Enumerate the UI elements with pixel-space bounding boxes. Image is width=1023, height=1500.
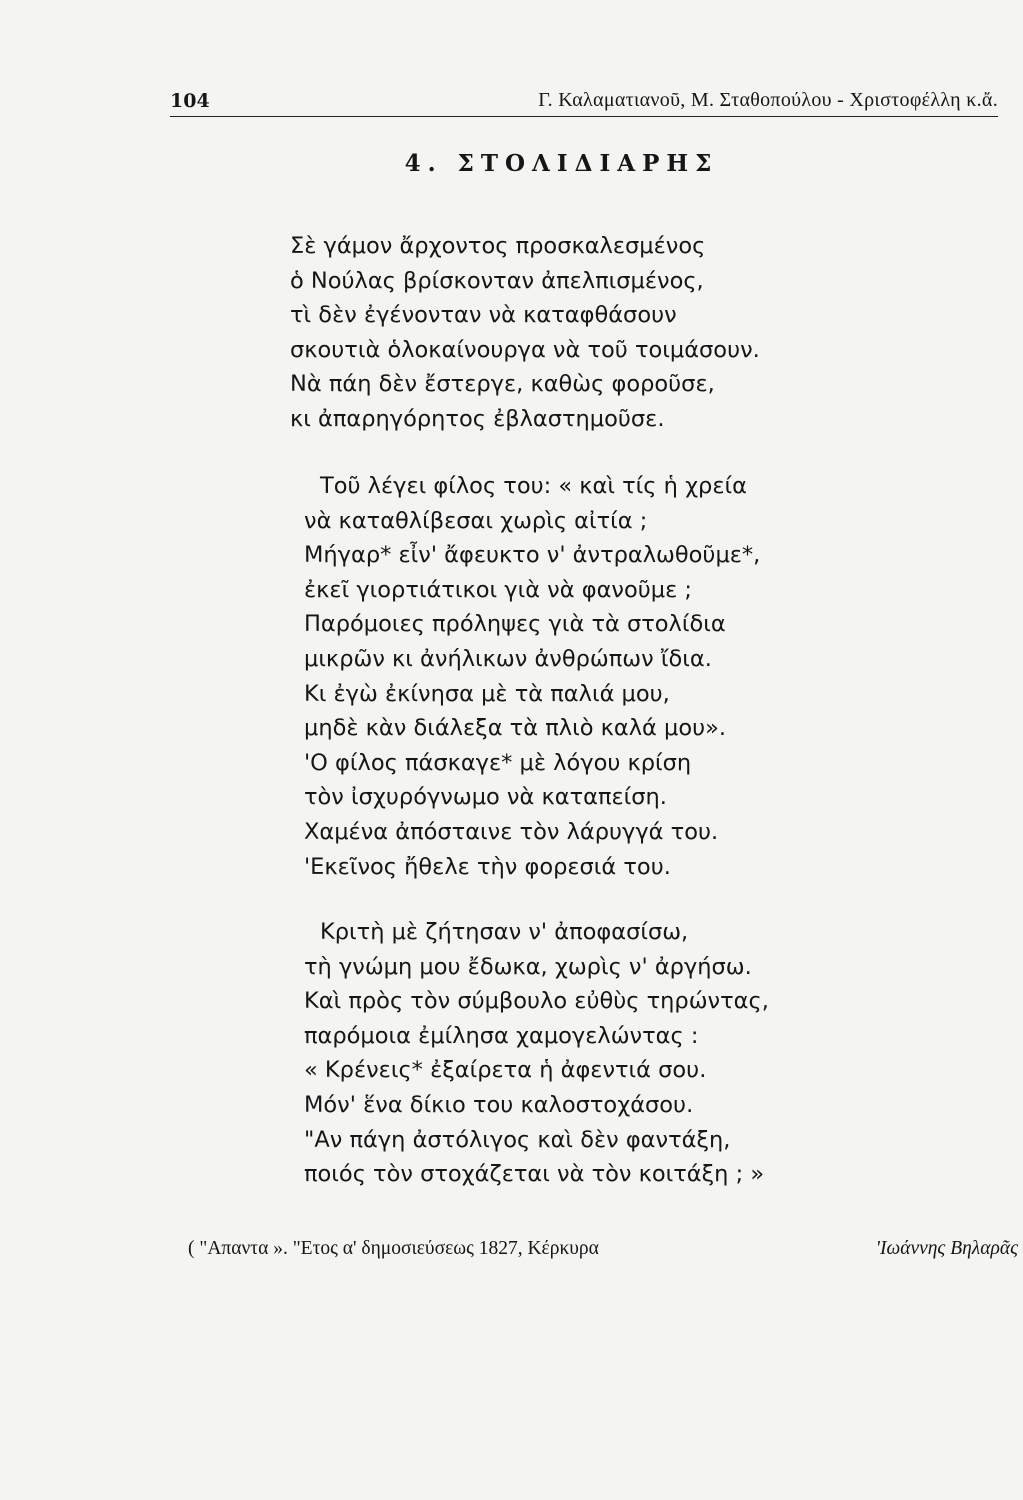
stanza-1 — [290, 229, 760, 437]
poem-line: κι ἀπαρηγόρητος ἐβλαστημοῦσε. — [290, 405, 665, 432]
poem-line: "Αν πάγη ἀστόλιγος καὶ δὲν φαντάξη, — [304, 1126, 731, 1153]
poem-line: τὸν ἰσχυρόγνωμο νὰ καταπείση. — [304, 784, 667, 811]
poem-line: Παρόμοιες πρόληψες γιὰ τὰ στολίδια — [304, 611, 726, 638]
poem-line: Χαμένα ἀπόσταινε τὸν λάρυγγά του. — [304, 818, 719, 845]
poem-line: τὶ δὲν ἐγένονταν νὰ καταφθάσουν — [290, 302, 677, 329]
poem-line: Κριτὴ μὲ ζήτησαν ν' ἀποφασίσω, — [320, 919, 689, 945]
poem-line: ποιός τὸν στοχάζεται νὰ τὸν κοιτάξη ; » — [304, 1161, 765, 1188]
poem-line: Νὰ πάη δὲν ἔστεργε, καθὼς φοροῦσε, — [290, 371, 715, 398]
poem-line: παρόμοια ἐμίλησα χαμογελώντας : — [304, 1022, 699, 1049]
poem-line: Τοῦ λέγει φίλος του: « καὶ τίς ἡ χρεία — [320, 473, 747, 499]
author-name: 'Ιωάννης Βηλαρᾶς — [875, 1238, 1018, 1259]
poem-line: 'Ο φίλος πάσκαγε* μὲ λόγου κρίση — [304, 749, 692, 776]
poem-line: ὁ Νούλας βρίσκονταν ἀπελπισμένος, — [290, 267, 704, 294]
page-number: 104 — [170, 90, 210, 112]
poem-line: Μήγαρ* εἶν' ἄφευκτο ν' ἀντραλωθοῦμε*, — [304, 542, 761, 569]
poem-line: μηδὲ κὰν διάλεξα τὰ πλιὸ καλά μου». — [304, 715, 727, 742]
poem-line: 'Εκεῖνος ἤθελε τὴν φορεσιά του. — [304, 853, 671, 880]
poem-line: Σὲ γάμον ἄρχοντος προσκαλεσμένος — [290, 233, 706, 259]
poem-line: σκουτιὰ ὁλοκαίνουργα νὰ τοῦ τοιμάσουν. — [290, 336, 760, 363]
poem-line: Κι ἐγὼ ἐκίνησα μὲ τὰ παλιά μου, — [304, 680, 670, 707]
poem-line: τὴ γνώμη μου ἔδωκα, χωρὶς ν' ἀργήσω. — [304, 953, 752, 980]
poem-line: Καὶ πρὸς τὸν σύμβουλο εὐθὺς τηρώντας, — [304, 988, 769, 1015]
poem-line: « Κρένεις* ἐξαίρετα ἡ ἀφεντιά σου. — [304, 1057, 707, 1084]
stanza-3 — [290, 915, 769, 1192]
stanza-2 — [290, 469, 760, 884]
page-header — [170, 84, 998, 117]
poem-line: μικρῶν κι ἀνήλικων ἀνθρώπων ἴδια. — [304, 645, 712, 672]
poem-title: 4. ΣΤΟΛΙΔΙΑΡΗΣ — [404, 150, 719, 177]
running-head: Γ. Καλαματιανοῦ, Μ. Σταθοπούλου - Χριστοφέλλη κ.ἄ. — [538, 89, 998, 111]
poem-line: Μόν' ἕνα δίκιο του καλοστοχάσου. — [304, 1091, 694, 1118]
source-citation: ( "Απαντα ». "Ετος α' δημοσιεύσεως 1827, Κέρκυρα — [188, 1238, 599, 1259]
poem-line: ἐκεῖ γιορτιάτικοι γιὰ νὰ φανοῦμε ; — [304, 576, 692, 603]
poem-line: νὰ καταθλίβεσαι χωρὶς αἰτία ; — [304, 507, 648, 534]
